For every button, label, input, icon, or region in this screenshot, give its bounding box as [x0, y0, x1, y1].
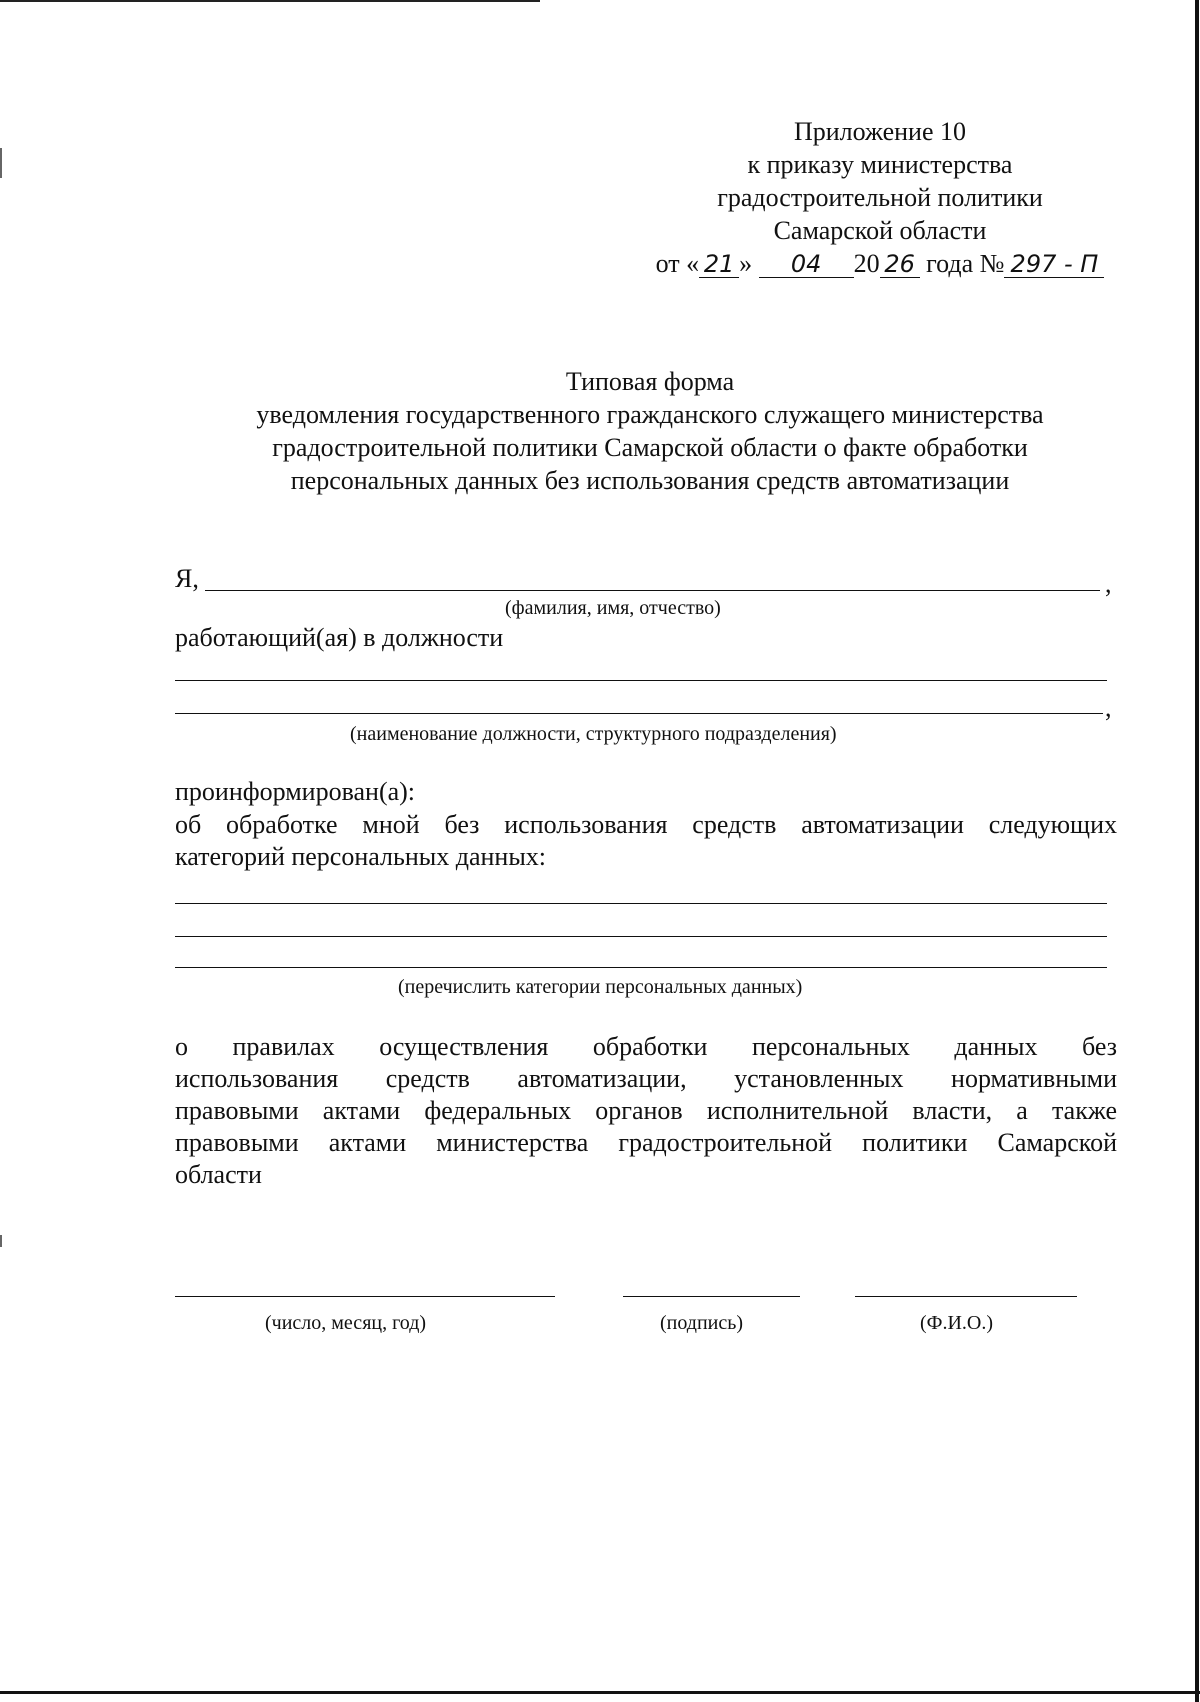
date-hint: (число, месяц, год): [265, 1312, 427, 1334]
position-comma: ,: [1105, 693, 1112, 722]
appendix-date-line: [620, 247, 1140, 280]
categories-line: об обработке мной без использования средств автоматизации следующих: [175, 810, 1117, 839]
rules-line: правовыми актами федеральных органов исполнительной власти, а также: [175, 1096, 1117, 1125]
fio-field-line[interactable]: [205, 590, 1100, 591]
date-prefix: от «: [655, 249, 700, 278]
position-field-line-2[interactable]: [175, 713, 1103, 714]
informed-label: проинформирован(а):: [175, 777, 416, 806]
form-title-line: уведомления государственного гражданского служащего министерства: [256, 400, 1044, 429]
i-label: Я,: [175, 564, 199, 593]
year-handwritten: 26: [880, 251, 920, 278]
position-field-line-1[interactable]: [175, 680, 1107, 681]
categories-field-line-1[interactable]: [175, 903, 1107, 904]
name-signature-line[interactable]: [855, 1296, 1077, 1297]
appendix-region-line: Самарской области: [773, 216, 987, 245]
signature-hint: (подпись): [660, 1312, 744, 1334]
number-label: года №: [926, 249, 1005, 278]
date-mid: »: [739, 249, 753, 278]
year-prefix: 20: [853, 249, 880, 278]
categories-line: категорий персональных данных:: [175, 842, 547, 871]
categories-field-line-2[interactable]: [175, 936, 1107, 937]
month-handwritten: 04: [759, 251, 854, 278]
rules-line: правовыми актами министерства градостроительной политики Самарской: [175, 1128, 1117, 1157]
date-signature-line[interactable]: [175, 1296, 555, 1297]
appendix-title: Приложение 10: [793, 117, 967, 146]
rules-line: использования средств автоматизации, установленных нормативными: [175, 1064, 1117, 1093]
scan-edge-bottom: [0, 1691, 1200, 1694]
form-title-line: градостроительной политики Самарской области о факте обработки: [272, 433, 1028, 462]
rules-paragraph: [175, 1031, 1117, 1191]
scan-mark-left: [0, 1235, 2, 1247]
rules-line: области: [175, 1160, 262, 1189]
name-hint: (Ф.И.О.): [920, 1312, 994, 1334]
form-title-line: персональных данных без использования средств автоматизации: [290, 466, 1010, 495]
fio-comma: ,: [1105, 569, 1112, 598]
categories-paragraph: [175, 809, 1117, 873]
day-handwritten: 21: [699, 251, 739, 278]
fio-hint: (фамилия, имя, отчество): [505, 597, 721, 619]
rules-line: о правилах осуществления обработки персональных данных без: [175, 1032, 1117, 1061]
form-title-line: Типовая форма: [565, 367, 735, 396]
scan-mark-left: [0, 148, 2, 178]
appendix-order-line: к приказу министерства: [747, 150, 1013, 179]
signature-line[interactable]: [623, 1296, 800, 1297]
scan-edge-top: [0, 0, 540, 2]
categories-field-line-3[interactable]: [175, 967, 1107, 968]
position-hint: (наименование должности, структурного подразделения): [350, 723, 837, 745]
number-handwritten: 297 - П: [1004, 251, 1104, 278]
position-label: работающий(ая) в должности: [175, 623, 504, 652]
categories-hint: (перечислить категории персональных данных): [398, 976, 803, 998]
appendix-header: [620, 115, 1140, 280]
scan-edge-right: [1195, 0, 1199, 1702]
form-title: [150, 365, 1150, 497]
appendix-ministry-line: градостроительной политики: [717, 183, 1043, 212]
